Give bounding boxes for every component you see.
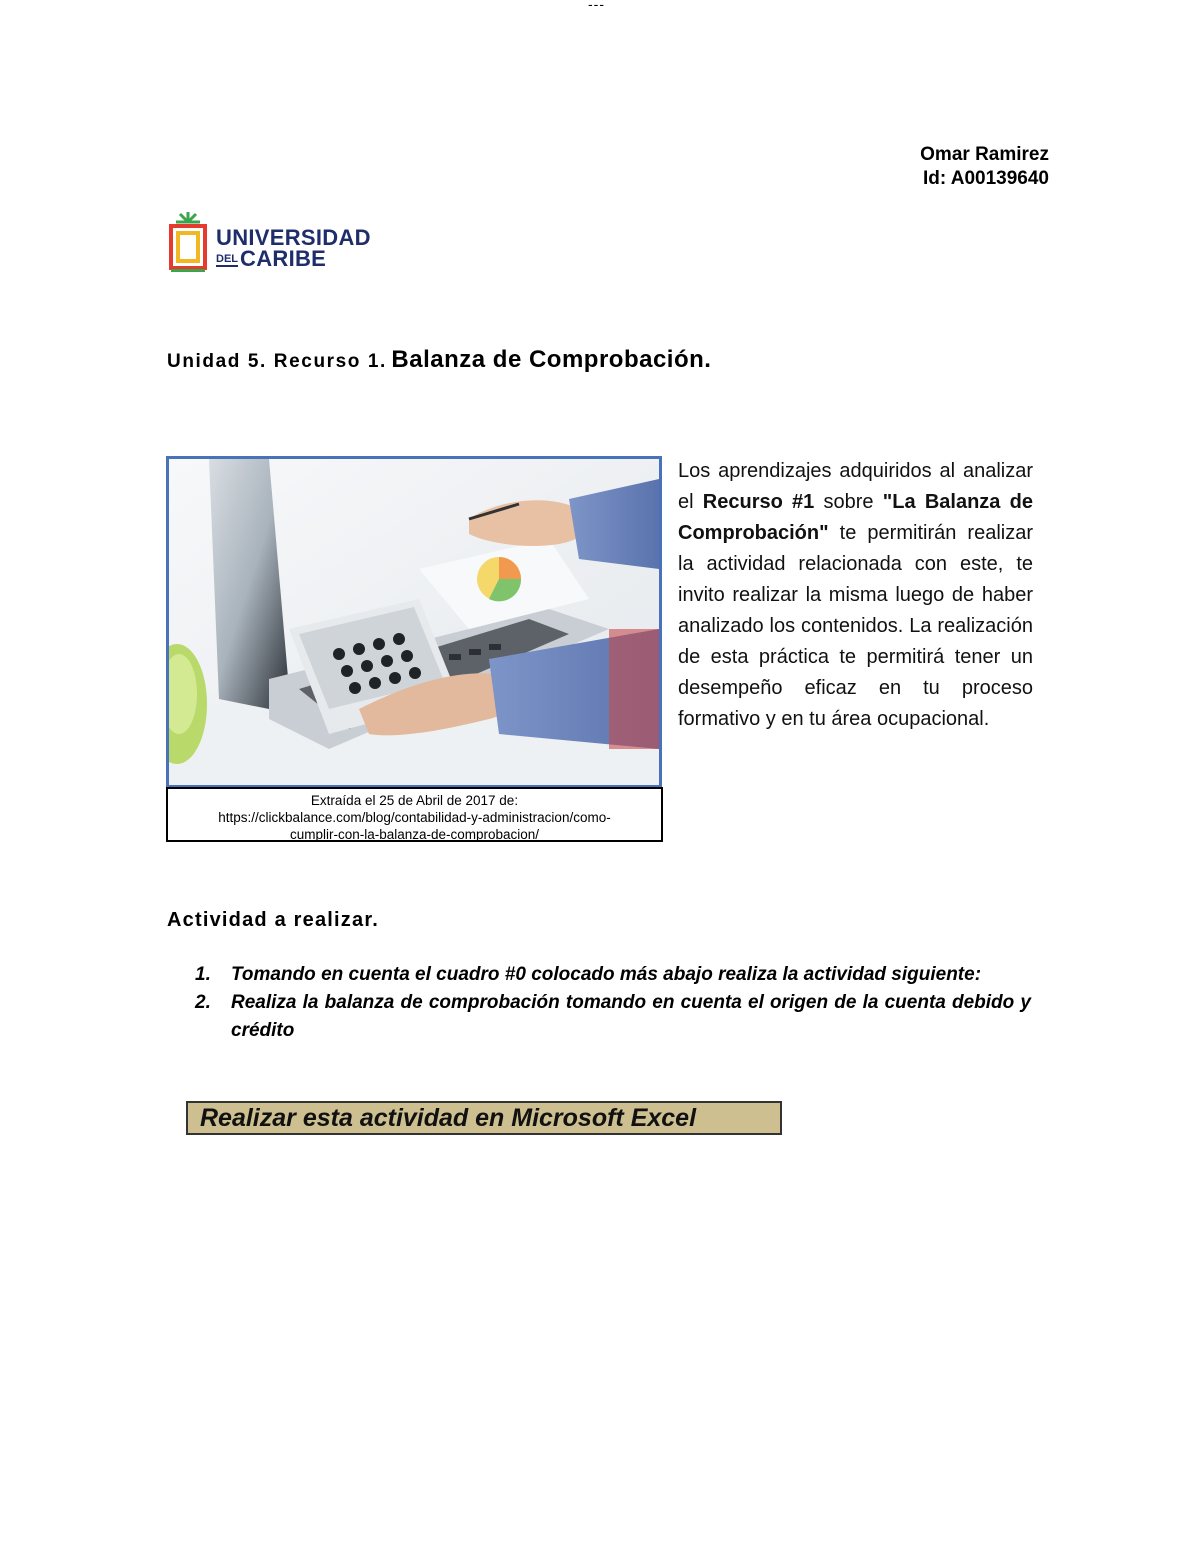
activity-list [195,961,1031,1045]
laptop-calculator-photo [166,456,662,788]
intro-bold-title: "La Balanza de Comprobación" [678,491,1033,544]
logo-text-universidad: UNIVERSIDAD [216,225,371,250]
caption-line-1: Extraída el 25 de Abril de 2017 de: [310,793,519,808]
intro-text-3: te permitirán realizar la actividad relacionada con este, te invito realizar la misma luego de haber analizado los contenidos. La realización de esta práctica te permitirá tener un desempeño eficaz en tu proceso formativo y en tu área ocupacional. [678,522,1033,730]
logo-text-second-line [216,248,326,270]
list-item [195,989,1031,1045]
intro-bold-resource: Recurso #1 [702,491,815,513]
intro-paragraph [678,456,1033,735]
list-item-number: 1. [195,964,211,985]
caption-line-2: https://clickbalance.com/blog/contabilidad-y-administracion/como- [218,810,611,825]
photo-illustration [169,459,659,785]
list-item [195,961,1031,989]
author-name: Omar Ramirez [920,144,1049,165]
intro-text-2: sobre [814,491,883,513]
intro-text-1: Los aprendizajes adquiridos al analizar el [678,460,1033,513]
logo-text-del: DEL [216,253,238,265]
page-title [167,346,711,374]
caption-line-3: cumplir-con-la-balanza-de-comprobacion/ [289,827,540,842]
unit-prefix: Unidad 5. Recurso 1. [167,351,387,372]
list-item-text: Tomando en cuenta el cuadro #0 colocado más abajo realiza la actividad siguiente: [231,964,982,985]
image-caption [166,787,663,842]
list-item-text: Realiza la balanza de comprobación tomando en cuenta el origen de la cuenta debido y crédito [231,992,1031,1041]
university-logo [168,210,378,274]
author-id: Id: A00139640 [922,168,1049,189]
logo-text-caribe: CARIBE [240,246,327,271]
page-top-marker: --- [588,0,605,12]
author-block [920,143,1049,191]
list-item-number: 2. [195,992,211,1013]
excel-instruction-box: Realizar esta actividad en Microsoft Excel [186,1101,782,1135]
activity-heading: Actividad a realizar. [167,909,379,931]
unit-title: Balanza de Comprobación. [391,346,712,373]
university-emblem-icon [168,210,208,274]
